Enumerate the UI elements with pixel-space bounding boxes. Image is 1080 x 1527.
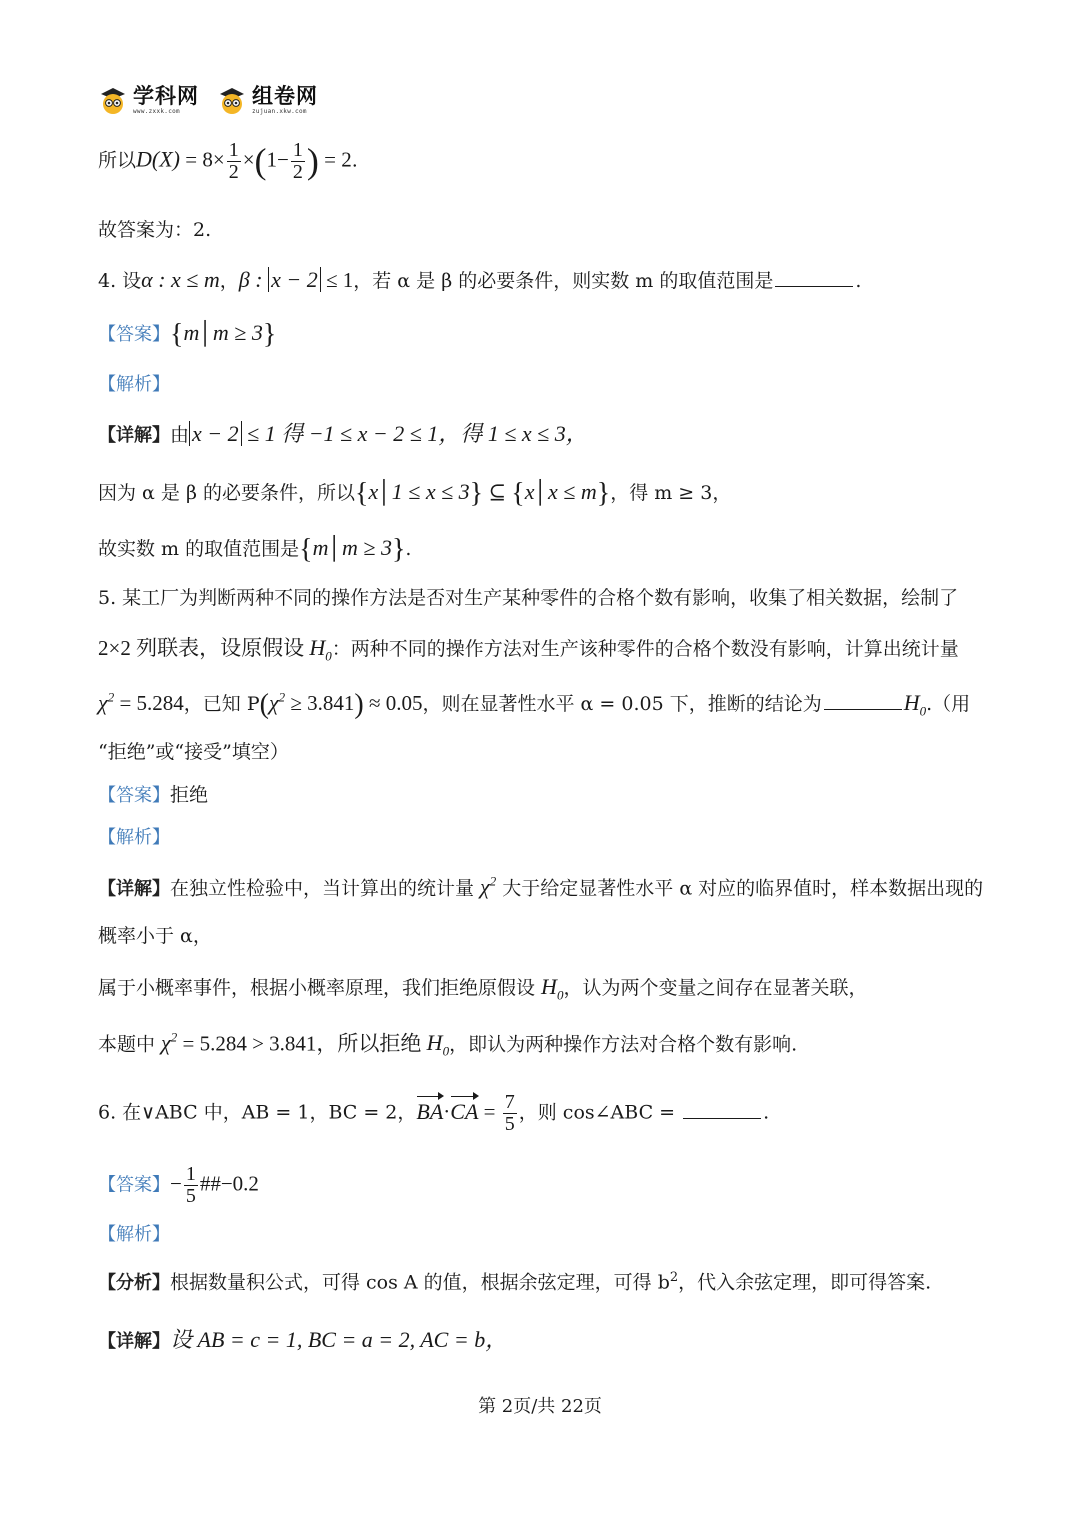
question-5-line-1: 5. 某工厂为判断两种不同的操作方法是否对生产某种零件的合格个数有影响，收集了相关数据，绘制了: [98, 587, 959, 609]
text: 属于小概率事件，根据小概率原理，我们拒绝原假设: [98, 977, 542, 999]
math: ·: [443, 1099, 451, 1124]
fraction: [184, 1164, 198, 1207]
q5-analysis-tag: [98, 826, 170, 849]
math: = 5.284 > 3.841，所以拒绝: [177, 1031, 427, 1056]
answer-tag: 【答案】: [98, 1174, 170, 1196]
text: ：两种不同的操作方法对生产该种零件的合格个数没有影响，计算出统计量: [331, 638, 959, 660]
numerator: 1: [185, 1163, 196, 1185]
question-6: [98, 1092, 769, 1135]
q4-detail-1: [98, 421, 588, 447]
math: 1−: [266, 147, 289, 172]
logo2-name: 组卷网: [252, 83, 318, 108]
math: =: [478, 1099, 501, 1124]
logo1-name: 学科网: [133, 83, 199, 108]
denominator: 2: [228, 161, 239, 184]
question-5-line-2: 2×2 列联表，设原假设 $H_0$：两种不同的操作方法对生产该种零件的合格个数没有影响，计算出统计量: [98, 635, 959, 664]
analysis-tag: 【解析】: [98, 827, 170, 848]
zxxk-logo: [98, 83, 199, 115]
math: x − 2: [189, 421, 242, 446]
math: ≈ 0.05: [363, 690, 423, 715]
numerator: 1: [292, 139, 303, 162]
logo1-url: www.zxxk.com: [133, 107, 180, 115]
question-5-line-3: $\chi^2 = 5.284$，已知 $P(\chi^2 \ge 3.841) \approx 0.05$，则在显著性水平 α = 0.05 下，推断的结论为 $H_0$.（用: [98, 689, 971, 720]
q4-detail-2: 因为 α 是 β 的必要条件，所以{x│1 ≤ x ≤ 3} ⊆ {x│x ≤ m}，得 m ≥ 3，: [98, 478, 732, 509]
analysis-tag: 【解析】: [98, 1224, 170, 1245]
text: 4. 设: [98, 270, 142, 292]
text: ，代入余弦定理，即可得答案.: [678, 1271, 932, 1294]
text: 故实数 m 的取值范围是: [98, 537, 300, 560]
text: .（用: [926, 692, 971, 715]
question-4: [98, 267, 861, 293]
fraction: [227, 140, 241, 183]
math: 2×2 列联表，设原假设: [98, 636, 310, 660]
math: x│1 ≤ x ≤ 3: [368, 478, 470, 504]
math: m│m ≥ 3: [183, 319, 263, 345]
text: 因为 α 是 β 的必要条件，所以: [98, 481, 355, 504]
text: 6. 在∨ABC 中，AB = 1，BC = 2，: [98, 1101, 417, 1124]
q5-answer: [98, 784, 208, 807]
math: = 2: [318, 147, 352, 172]
math: = 8×: [180, 147, 225, 172]
numerator: 7: [504, 1091, 515, 1113]
text: 所以: [98, 149, 137, 172]
q5-detail-2: 概率小于 α，: [98, 925, 212, 947]
detail-tag: 【详解】: [98, 878, 170, 900]
math: −: [170, 1171, 182, 1196]
text: ，则 cos∠ABC =: [518, 1101, 682, 1124]
math: ##−0.2: [199, 1171, 259, 1196]
text: ，即认为两种操作方法对合格个数有影响.: [449, 1033, 798, 1056]
text: .: [763, 1101, 770, 1124]
math: ≥ 3.841: [285, 690, 355, 715]
q6-analysis-tag: [98, 1223, 170, 1246]
math: ≤ 1 得 −1 ≤ x − 2 ≤ 1，得 1 ≤ x ≤ 3，: [241, 421, 588, 446]
text: 拒绝: [170, 784, 209, 806]
numerator: 1: [228, 139, 239, 162]
math: 设 AB = c = 1, BC = a = 2, AC = b，: [170, 1327, 508, 1352]
text: 本题中: [98, 1033, 162, 1056]
text: 大于给定显著性水平 α 对应的临界值时，样本数据出现的: [496, 877, 984, 900]
owl-mascot-icon: [217, 86, 247, 114]
math: ≤ 1: [320, 268, 354, 292]
q4-analysis-tag: [98, 373, 170, 396]
fraction: [291, 140, 305, 183]
answer-tag: 【答案】: [98, 785, 170, 806]
question-5-line-4: “拒绝”或“接受”填空）: [98, 741, 289, 763]
answer-tag: 【答案】: [98, 323, 170, 345]
math: = 5.284: [114, 690, 184, 715]
text: .: [351, 149, 358, 172]
text: 由: [170, 424, 190, 446]
answer-blank: [824, 691, 902, 710]
answer-blank: [683, 1100, 761, 1119]
text: ，已知 P: [183, 692, 260, 715]
analysis-tag: 【解析】: [98, 374, 170, 395]
owl-mascot-icon: [98, 86, 128, 114]
text: 根据数量积公式，可得 cos A 的值，根据余弦定理，可得 b: [170, 1271, 670, 1294]
denominator: 5: [185, 1185, 196, 1207]
q6-analysis: 【分析】根据数量积公式，可得 cos A 的值，根据余弦定理，可得 $b^2$，代入余弦定理，即可得答案.: [98, 1270, 932, 1294]
math: x − 2: [268, 267, 321, 292]
logo2-url: zujuan.xkw.com: [252, 107, 307, 115]
page-footer: 第 2页/共 22页: [478, 1396, 602, 1417]
text: ，得 m ≥ 3，: [610, 481, 732, 504]
text: .: [405, 537, 412, 560]
text: ，认为两个变量之间存在显著关联，: [563, 977, 868, 999]
math: x│x ≤ m: [524, 478, 597, 504]
answer-blank: [775, 268, 853, 287]
text: ，: [219, 270, 239, 292]
denominator: 2: [292, 161, 303, 184]
text: ，则在显著性水平 α = 0.05 下，推断的结论为: [422, 692, 822, 715]
math: α : x ≤ m: [141, 267, 220, 292]
q5-detail-4: 本题中 $\chi^2 = 5.284 > 3.841$，所以拒绝 $H_0$，即认为两种操作方法对合格个数有影响.: [98, 1030, 798, 1059]
math: D(X): [136, 146, 180, 172]
analysis-label: 【分析】: [98, 1272, 170, 1294]
vector-ca: CA: [450, 1098, 479, 1124]
answer-line: 故答案为：2.: [98, 219, 212, 241]
math: β :: [238, 267, 269, 292]
math: ⊆: [483, 479, 512, 504]
q5-detail-1: 【详解】在独立性检验中，当计算出的统计量 $\chi^2$ 大于给定显著性水平 α 对应的临界值时，样本数据出现的: [98, 874, 984, 900]
q6-detail: [98, 1327, 507, 1353]
denominator: 5: [504, 1113, 515, 1135]
q4-detail-3: 故实数 m 的取值范围是{m│m ≥ 3}.: [98, 534, 412, 565]
vector-ba: BA: [416, 1098, 444, 1124]
detail-tag: 【详解】: [98, 425, 170, 446]
zujuan-logo: [217, 83, 318, 115]
detail-tag: 【详解】: [98, 1331, 170, 1352]
q5-detail-3: 属于小概率事件，根据小概率原理，我们拒绝原假设 $H_0$，认为两个变量之间存在显著关联，: [98, 974, 868, 1003]
fraction: [503, 1092, 517, 1135]
header-logos: [98, 80, 318, 120]
math: m│m ≥ 3: [312, 534, 392, 560]
q4-answer: 【答案】{m│m ≥ 3}: [98, 319, 277, 350]
text: 在独立性检验中，当计算出的统计量: [170, 877, 481, 900]
variance-line: 所以D(X) = 8× $\frac{1}{2}$ ×(1− $\frac{1}{2}$ ) = 2.: [98, 139, 358, 184]
q6-answer: [98, 1164, 259, 1207]
math: ×: [242, 147, 255, 172]
text: .: [855, 270, 862, 292]
text: ，若 α 是 β 的必要条件，则实数 m 的取值范围是: [353, 270, 774, 292]
